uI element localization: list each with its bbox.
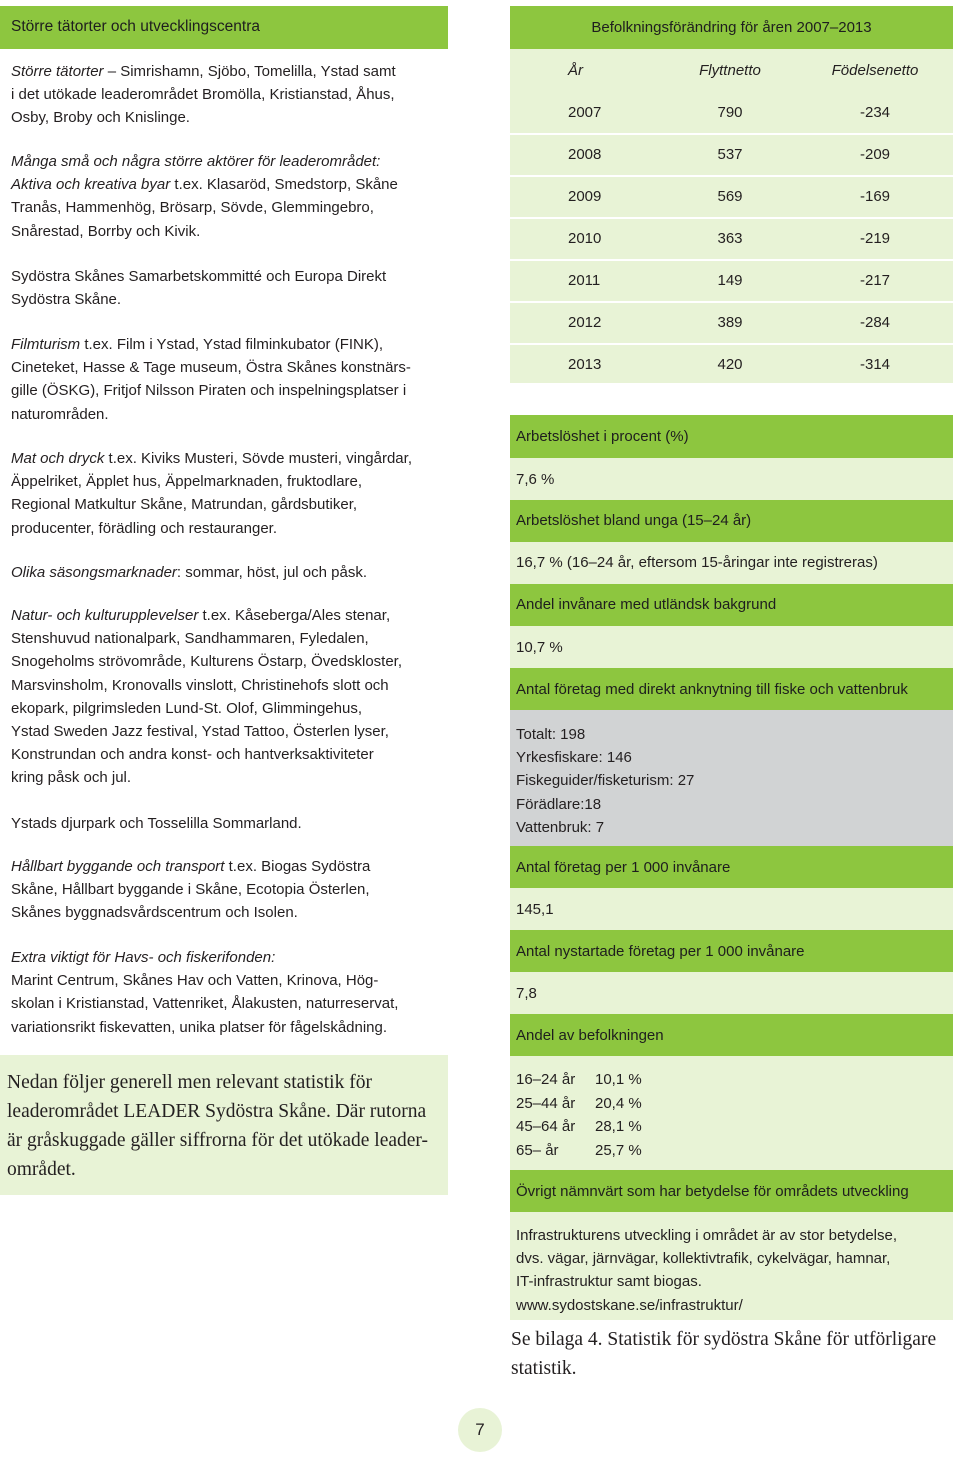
note-line: Nedan följer generell men relevant statistik för	[7, 1072, 372, 1093]
net-migration-cell: 149	[717, 272, 743, 289]
population-change-table	[510, 6, 953, 383]
text-line	[11, 650, 443, 673]
youth-unemployment-label-box	[510, 500, 953, 542]
line-text: – Simrishamn, Sjöbo, Tomelilla, Ystad samt	[103, 63, 396, 80]
age-group: 25–44 år	[516, 1094, 576, 1112]
year-cell: 2011	[568, 272, 601, 289]
caption-line: statistik.	[511, 1358, 577, 1379]
foreign-background-value: 10,7 %	[516, 639, 563, 656]
line-text: Äppelriket, Äpplet hus, Äppelmarknaden, fruktodlare,	[11, 473, 363, 491]
line-text: Skånes byggnadsvårdscentrum och Isolen.	[11, 904, 298, 922]
youth-unemployment-value: 16,7 % (16–24 år, eftersom 15-åringar inte registreras)	[516, 554, 878, 571]
other-value-box	[510, 1212, 953, 1320]
emphasis-term: Hållbart byggande och transport	[11, 858, 225, 875]
text-line	[11, 288, 443, 311]
text-line	[11, 812, 443, 835]
line-text: kring påsk och jul.	[11, 769, 132, 787]
line-text: Ystads djurpark och Tosselilla Sommarland.	[11, 815, 302, 832]
year-cell: 2013	[568, 356, 602, 373]
year-cell: 2007	[568, 104, 602, 121]
emphasis-term: Mat och dryck	[11, 450, 105, 467]
other-label: Övrigt nämnvärt som har betydelse för områdets utveckling	[516, 1183, 909, 1200]
emphasis-term: Natur- och kulturupplevelser	[11, 607, 199, 624]
year-cell: 2008	[568, 146, 602, 163]
age-share-percent: 20,4 %	[595, 1094, 642, 1112]
line-text: Tranås, Hammenhög, Brösarp, Sövde, Glemmingebro,	[11, 199, 374, 217]
line-text: variationsrikt fiskevatten, unika platser för fågelskådning.	[11, 1018, 388, 1036]
unemployment-value-box	[510, 458, 953, 500]
unemployment-value: 7,6 %	[516, 471, 555, 488]
age-share-percent: 28,1 %	[595, 1118, 642, 1135]
table-row	[510, 91, 953, 133]
table-row	[510, 175, 953, 217]
line-text: Regional Matkultur Skåne, Matrundan, gårdsbutiker,	[11, 496, 358, 514]
text-line	[11, 992, 443, 1015]
fishing-value-line: Yrkesfiskare: 146	[516, 749, 632, 767]
text-line	[11, 697, 443, 720]
line-text: Osby, Broby och Knislinge.	[11, 109, 190, 127]
text-line	[11, 106, 443, 129]
left-paragraph	[11, 265, 443, 311]
startups-per-1000-value-box	[510, 972, 953, 1014]
text-line	[11, 265, 443, 288]
text-line	[11, 855, 443, 878]
text-line	[11, 356, 443, 379]
text-line	[11, 561, 443, 584]
net-migration-cell: 389	[717, 314, 743, 331]
line-text: i det utökade leaderområdet Bromölla, Kristianstad, Åhus,	[11, 86, 395, 104]
fishing-value-line: Vattenbruk: 7	[516, 818, 605, 836]
net-births-cell: -284	[859, 314, 891, 331]
left-paragraph	[11, 604, 443, 790]
text-line	[11, 83, 443, 106]
net-births-cell: -209	[859, 146, 891, 163]
text-line	[11, 604, 443, 627]
net-births-cell: -234	[859, 104, 891, 121]
net-migration-cell: 537	[717, 146, 743, 163]
other-value-line: IT-infrastruktur samt biogas.	[516, 1273, 702, 1291]
text-line	[11, 1016, 443, 1039]
other-value-line: dvs. vägar, järnvägar, kollektivtrafik, cykelvägar, hamnar,	[516, 1250, 891, 1268]
youth-unemployment-value-box	[510, 542, 953, 584]
text-line	[11, 901, 443, 924]
companies-per-1000-value: 145,1	[516, 901, 554, 918]
line-text: Stenshuvud nationalpark, Sandhammaren, Fyledalen,	[11, 630, 369, 648]
line-text: Marint Centrum, Skånes Hav och Vatten, Krinova, Hög-	[11, 972, 379, 990]
population-share-label-box	[510, 1014, 953, 1056]
text-line	[11, 333, 443, 356]
appendix-reference	[511, 1325, 956, 1383]
text-line	[11, 220, 443, 243]
table-row	[510, 259, 953, 301]
text-line	[11, 878, 443, 901]
age-share-percent: 25,7 %	[595, 1141, 642, 1159]
age-group: 45–64 år	[516, 1118, 576, 1135]
left-paragraph	[11, 333, 443, 426]
line-text: Snårestad, Borrby och Kivik.	[11, 222, 201, 240]
fishing-companies-value-box	[510, 710, 953, 846]
fishing-value-line: Fiskeguider/fisketurism: 27	[516, 772, 695, 790]
line-text: t.ex. Biogas Sydöstra	[224, 858, 371, 875]
age-share-percent: 10,1 %	[595, 1071, 642, 1088]
line-text: t.ex. Kåseberga/Ales stenar,	[198, 607, 391, 624]
startups-per-1000-value: 7,8	[516, 985, 537, 1002]
net-migration-cell: 420	[717, 356, 743, 373]
note-line: leaderområdet LEADER Sydöstra Skåne. Där rutorna	[7, 1101, 427, 1122]
note-line: är gråskuggade gäller siffrorna för det utökade leader-	[7, 1130, 429, 1151]
net-births-cell: -219	[859, 230, 891, 247]
fishing-value-line: Förädlare:18	[516, 795, 602, 813]
unemployment-label: Arbetslöshet i procent (%)	[516, 428, 689, 445]
fishing-companies-label: Antal företag med direkt anknytning till fiske och vattenbruk	[516, 681, 908, 698]
line-text: gille (ÖSKG), Fritjof Nilsson Piraten och inspelningsplatser i	[11, 382, 407, 400]
foreign-background-label: Andel invånare med utländsk bakgrund	[516, 596, 777, 613]
emphasis-term: Aktiva och kreativa byar	[11, 176, 171, 194]
foreign-background-value-box	[510, 626, 953, 668]
left-paragraph	[11, 447, 443, 540]
startups-per-1000-label: Antal nystartade företag per 1 000 invånare	[516, 943, 805, 960]
net-migration-cell: 790	[717, 104, 743, 121]
line-text: producenter, förädling och restauranger.	[11, 519, 278, 537]
year-cell: 2012	[568, 314, 602, 331]
fishing-companies-values	[516, 723, 694, 839]
left-section-header: Större tätorter och utvecklingscentra	[0, 6, 448, 49]
text-line	[11, 150, 443, 173]
line-text: t.ex. Film i Ystad, Ystad filminkubator (FINK),	[80, 336, 384, 353]
text-line	[11, 743, 443, 766]
line-text: naturområden.	[11, 405, 109, 423]
fishing-companies-label-box	[510, 668, 953, 710]
header-net-migration: Flyttnetto	[699, 62, 761, 79]
infrastructure-link-text: www.sydostskane.se/infrastruktur/	[516, 1296, 743, 1314]
text-line	[11, 674, 443, 697]
text-line	[11, 196, 443, 219]
header-year: År	[568, 62, 583, 79]
table-row	[510, 217, 953, 259]
left-paragraph	[11, 60, 443, 130]
year-cell: 2010	[568, 230, 602, 247]
emphasis-term: Många små och några större aktörer för leaderområdet:	[11, 153, 381, 170]
companies-per-1000-label: Antal företag per 1 000 invånare	[516, 859, 731, 876]
table-row	[510, 133, 953, 175]
fishing-value-line: Totalt: 198	[516, 726, 586, 743]
line-text: t.ex. Kiviks Musteri, Sövde musteri, vingårdar,	[104, 450, 412, 467]
left-paragraph	[11, 561, 443, 584]
net-births-cell: -314	[859, 356, 891, 373]
text-line	[11, 60, 443, 83]
text-line	[11, 493, 443, 516]
foreign-background-label-box	[510, 584, 953, 626]
emphasis-term: Större tätorter	[11, 63, 104, 80]
age-group: 16–24 år	[516, 1071, 576, 1088]
population-table-header	[510, 49, 953, 91]
text-line	[11, 969, 443, 992]
line-text: Ystad Sweden Jazz festival, Ystad Tattoo, Österlen lyser,	[11, 723, 389, 741]
companies-per-1000-value-box	[510, 888, 953, 930]
line-text: Sydöstra Skåne.	[11, 291, 122, 309]
line-text: skolan i Kristianstad, Vattenriket, Ålakusten, naturreservat,	[11, 995, 399, 1013]
youth-unemployment-label: Arbetslöshet bland unga (15–24 år)	[516, 512, 752, 529]
header-net-births: Födelsenetto	[831, 62, 919, 79]
text-line	[11, 173, 443, 196]
note-line: området.	[7, 1159, 76, 1180]
population-table-title: Befolkningsförändring för åren 2007–2013	[510, 6, 953, 49]
net-migration-cell: 363	[717, 230, 743, 247]
page-number: 7	[458, 1408, 502, 1452]
line-text: Konstrundan och andra konst- och hantverksaktiviteter	[11, 746, 374, 764]
net-migration-cell: 569	[717, 188, 743, 205]
age-group: 65– år	[516, 1141, 559, 1159]
other-value-line: Infrastrukturens utveckling i området är av stor betydelse,	[516, 1227, 898, 1244]
text-line	[11, 766, 443, 789]
population-share-label: Andel av befolkningen	[516, 1027, 664, 1044]
net-births-cell: -217	[859, 272, 891, 289]
line-text: Skåne, Hållbart byggande i Skåne, Ecotopia Österlen,	[11, 881, 370, 899]
other-label-box	[510, 1170, 953, 1212]
text-line	[11, 379, 443, 402]
line-text: : sommar, höst, jul och påsk.	[176, 564, 367, 581]
line-text: Cineteket, Hasse & Tage museum, Östra Skånes konstnärs-	[11, 359, 411, 377]
line-text: ekopark, pilgrimsleden Lund-St. Olof, Glimmingehus,	[11, 699, 362, 717]
line-text: Marsvinsholm, Kronovalls vinslott, Christinehofs slott och	[11, 676, 389, 694]
caption-line: Se bilaga 4. Statistik för sydöstra Skåne för utförligare	[511, 1329, 937, 1350]
unemployment-label-box	[510, 415, 953, 458]
text-line	[11, 447, 443, 470]
text-line	[11, 946, 443, 969]
text-line	[11, 517, 443, 540]
statistics-note-text	[7, 1068, 447, 1184]
text-line	[11, 720, 443, 743]
table-row	[510, 343, 953, 385]
emphasis-term: Extra viktigt för Havs- och fiskerifonden:	[11, 949, 276, 966]
net-births-cell: -169	[859, 188, 891, 205]
population-share-value-box	[510, 1056, 953, 1170]
companies-per-1000-label-box	[510, 846, 953, 888]
left-paragraph	[11, 946, 443, 1039]
left-paragraph	[11, 150, 443, 243]
emphasis-term: Filmturism	[11, 336, 81, 353]
text-line	[11, 627, 443, 650]
text-line	[11, 470, 443, 493]
line-text: Snogeholms strövområde, Kulturens Östarp, Övedskloster,	[11, 653, 403, 671]
line-text: t.ex. Klasaröd, Smedstorp, Skåne	[170, 176, 398, 194]
year-cell: 2009	[568, 188, 602, 205]
left-paragraph	[11, 812, 443, 835]
line-text: Sydöstra Skånes Samarbetskommitté och Europa Direkt	[11, 268, 387, 285]
table-row	[510, 301, 953, 343]
text-line	[11, 403, 443, 426]
emphasis-term: Olika säsongsmarknader	[11, 564, 177, 581]
startups-per-1000-label-box	[510, 930, 953, 972]
left-paragraph	[11, 855, 443, 925]
other-values	[516, 1224, 897, 1317]
